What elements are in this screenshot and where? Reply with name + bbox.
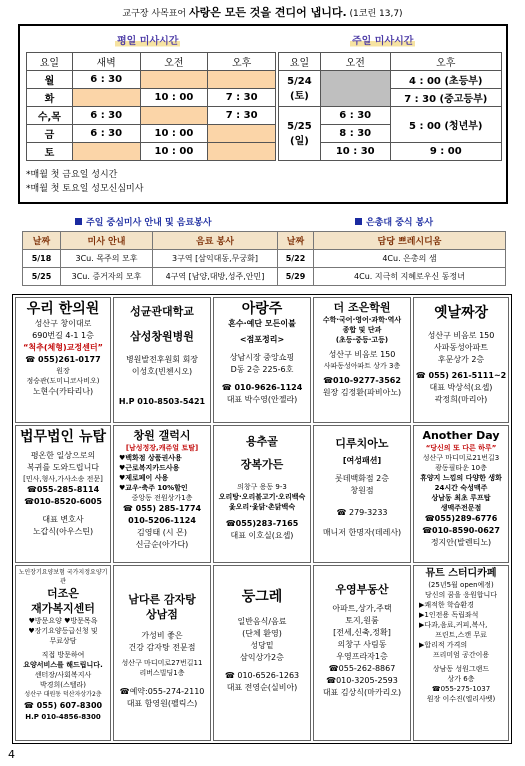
col-header: 오후 bbox=[390, 53, 501, 71]
time-cell bbox=[72, 89, 140, 107]
table-row: 5/18 3Cu. 목주의 모후 3구역 [삼익대동,무궁화] 5/22 4Cu. 은총의 샘 bbox=[23, 250, 506, 268]
time-cell: 10 : 00 bbox=[140, 143, 208, 161]
time-cell: 10 : 30 bbox=[320, 143, 390, 161]
mass-schedule-box bbox=[18, 24, 508, 204]
col-header: 오후 bbox=[208, 53, 276, 71]
time-cell: 6 : 30 bbox=[72, 71, 140, 89]
phone-icon: ☎ bbox=[225, 519, 236, 528]
ad-woori-clinic: 우리 한의원 성산구 창이대로 690번길 4-1 1층 “척추(체형)교정센터” ☎ 055)261-0177 원장 정승관(도미니코사비오) 노현수(카타리나) bbox=[15, 297, 111, 423]
phone-icon: ☎ bbox=[336, 508, 349, 517]
time-cell: 6 : 30 bbox=[72, 107, 140, 125]
ad-deojoeun-welfare: 노인장기요양보험 국가지정요양기관 더조은 재가복지센터 ♥방문요양 ♥방문목욕 ♥장기요양등급신청 및 무료상담 직접 방문하여 요양서비스를 해드립니다. 센터장/사회복지사 박경희(스텔라) 성산구 대원동 덕산자상가2층 ☎ 055) 607-8300 H.P 010-4856-8300 bbox=[15, 565, 111, 741]
phone-icon: ☎ bbox=[25, 355, 39, 364]
col-header: 오전 bbox=[320, 53, 390, 71]
day-cell: 수,목 bbox=[27, 107, 73, 125]
square-bullet-icon bbox=[355, 218, 362, 225]
col-header: 담당 쁘레시디움 bbox=[314, 232, 506, 250]
time-cell bbox=[208, 143, 276, 161]
phone-icon: ☎ bbox=[224, 671, 238, 680]
time-cell: 5 : 00 (청년부) bbox=[390, 107, 501, 143]
sat-am-cell bbox=[320, 71, 390, 107]
ad-old-jjajang: 옛날짜장 성산구 비음로 150 사파동성아파트 후문상가 2층 ☎ 055) 261-5111~2 대표 박상석(요셉) 곽정희(마리아) bbox=[413, 297, 509, 423]
phone-icon: ☎ bbox=[326, 676, 337, 685]
col-header: 요일 bbox=[279, 53, 321, 71]
page-header bbox=[0, 4, 525, 20]
col-header: 날짜 bbox=[278, 232, 314, 250]
time-cell bbox=[208, 125, 276, 143]
phone-icon: ☎ bbox=[119, 687, 130, 696]
day-cell: 토 bbox=[27, 143, 73, 161]
day-cell: 화 bbox=[27, 89, 73, 107]
phone-icon: ☎ bbox=[323, 376, 334, 385]
time-cell: 9 : 00 bbox=[390, 143, 501, 161]
time-cell: 10 : 00 bbox=[140, 89, 208, 107]
sunday-table bbox=[278, 52, 502, 161]
day-cell: 금 bbox=[27, 125, 73, 143]
mass-notes bbox=[26, 168, 143, 196]
time-cell: 8 : 30 bbox=[320, 125, 390, 143]
note-line: *매월 첫 금요일 성시간 bbox=[26, 170, 118, 180]
phone-icon: ☎ bbox=[26, 485, 37, 494]
ad-arangju: 아랑주 혼수·예단 모든이불 <점포정리> 상남시장 중앙쇼핑 D동 2층 225-6호 ☎ 010-9626-1124 대표 박수영(안젤라) bbox=[213, 297, 311, 423]
time-cell: 7 : 30 bbox=[208, 89, 276, 107]
time-cell: 7 : 30 bbox=[208, 107, 276, 125]
col-header: 요일 bbox=[27, 53, 73, 71]
col-header: 새벽 bbox=[72, 53, 140, 71]
phone-icon: ☎ bbox=[24, 497, 35, 506]
sat-date-cell: 5/24 (토) bbox=[279, 71, 321, 107]
sunday-title: 주일 미사시간 bbox=[352, 36, 414, 47]
time-cell bbox=[208, 71, 276, 89]
phone-icon: ☎ bbox=[431, 685, 441, 693]
col-header: 날짜 bbox=[23, 232, 61, 250]
ad-deojoeun-academy: 더 조은학원 수학·국어·영어·과학·역사 종합 및 단과 (초등·중등·고등) 성산구 비음로 150 사파동성아파트 상가 3층 ☎010-9277-3562 원장 김정환(파비아노) bbox=[313, 297, 411, 423]
note-line: *매월 첫 토요일 성모신심미사 bbox=[26, 184, 144, 194]
ad-newtop-lawfirm: 법무법인 뉴탑 평온한 일상으로의 복귀를 도와드립니다 [민사,형사,가사소송 전문] ☎055-285-8114 ☎010-8520-6005 대표 변호사 노갑식(아우스틴) bbox=[15, 425, 111, 563]
service-table bbox=[22, 231, 506, 286]
phone-text: ☎ 055)261-0177 bbox=[25, 355, 101, 364]
motto-ref: (1코린 13,7) bbox=[349, 9, 403, 19]
time-cell: 7 : 30 (중고등부) bbox=[390, 89, 501, 107]
weekday-title: 평일 미사시간 bbox=[117, 36, 179, 47]
ad-wooyoung-realty: 우영부동산 아파트,상가,주택 토지,원룸 [전세,신축,정확] 의창구 사림동 우영프라자1층 ☎055-262-8867 ☎010-3205-2593 대표 김상식(마카리오) bbox=[313, 565, 411, 741]
time-cell bbox=[72, 143, 140, 161]
page-number: 4 bbox=[8, 748, 15, 761]
ads-grid bbox=[12, 294, 512, 744]
col-header: 미사 안내 bbox=[61, 232, 153, 250]
phone-icon: ☎ bbox=[23, 701, 37, 710]
lunch-section-title: 은총대 중식 봉사 bbox=[355, 215, 433, 228]
phone-icon: ☎ bbox=[328, 664, 339, 673]
square-bullet-icon bbox=[75, 218, 82, 225]
time-cell: 6 : 30 bbox=[320, 107, 390, 125]
motto-label: 교구장 사목표어 bbox=[122, 9, 187, 19]
ad-jangbok-garden: 용추골 장복가든 의창구 용동 9-3 오리탕·오리불고기·오리백숙 옻오리·옻닭·촌닭백숙 ☎055)283-7165 대표 이호실(요셉) bbox=[213, 425, 311, 563]
motto: 사랑은 모든 것을 견디어 냅니다. bbox=[189, 6, 347, 19]
phone-icon: ☎ bbox=[422, 526, 433, 535]
time-cell: 10 : 00 bbox=[140, 125, 208, 143]
time-cell bbox=[140, 107, 208, 125]
ad-mute-studycafe: 뮤트 스터디카페 (25년5월 open예정) 당신의 꿈을 응원합니다 ▶쾌적한 학습환경 ▶1인전용 독립좌석 ▶다과,음료,커피,복사, 프린트,스캔 무료 ▶합리적 가격의 프리미엄 공간이용 상남동 성원그랜드 상가 6층 ☎055-275-1037 원장 이수진(엘리사벳) bbox=[413, 565, 509, 741]
phone-icon: ☎ bbox=[221, 383, 235, 392]
ad-samsung-hospital: 성균관대학교 삼성창원병원 병원발전후원회 회장 이성호(빈첸시오) H.P 010-8503-5421 bbox=[113, 297, 211, 423]
col-header: 음료 봉사 bbox=[153, 232, 278, 250]
weekday-table bbox=[26, 52, 276, 161]
ad-diluciano: 디루치아노 [여성패션] 롯데백화점 2층 창원점 ☎ 279-3233 매니저 한명자(데레사) bbox=[313, 425, 411, 563]
phone-icon: ☎ bbox=[415, 371, 429, 380]
sun-date-cell: 5/25 (일) bbox=[279, 107, 321, 161]
day-cell: 월 bbox=[27, 71, 73, 89]
time-cell: 6 : 30 bbox=[72, 125, 140, 143]
time-cell: 4 : 00 (초등부) bbox=[390, 71, 501, 89]
ad-gamjatang: 남다른 감자탕 상남점 가성비 좋은 건강 감자탕 전문점 성산구 마디미로27번길11 리버스빌딩1층 ☎예약:055-274-2110 대표 함영원(펠릭스) bbox=[113, 565, 211, 741]
ad-changwon-galaxy: 창원 갤럭시 [남성정장,캐쥬얼 토탈] ♥백화점 상품권사용 ♥근로복지카드사용 ♥제로페이 사용 ♥교우·축주 10%할인 중앙동 전원상가1층 ☎ 055) 285-1774 010-5206-1124 김영태 (시 몬) 신금순(아가다) bbox=[113, 425, 211, 563]
phone-icon: ☎ bbox=[122, 504, 136, 513]
ad-dunggeure: 둥그레 일반음식/음료 (단체 환영) 성당밑 삼익상가2층 ☎ 010-6526-1263 대표 전영순(실비아) bbox=[213, 565, 311, 741]
time-cell bbox=[140, 71, 208, 89]
phone-icon: ☎ bbox=[424, 514, 435, 523]
ad-another-day: Another Day “당신의 또 다른 하루” 성산구 마디미로21번길3 광동필타운 10층 휴양지 느낌의 다양한 생화 24시간 숙성맥주 상남동 최초 루프탑 생맥주전문점 ☎055)289-6776 ☎010-8590-0627 정지안(발렌티노) bbox=[413, 425, 509, 563]
col-header: 오전 bbox=[140, 53, 208, 71]
service-section-title: 주일 중심미사 안내 및 음료봉사 bbox=[75, 215, 212, 228]
table-row: 5/25 3Cu. 증거자의 모후 4구역 [남양,대방,성주,안민] 5/29 4Cu. 지극히 지혜로우신 동정녀 bbox=[23, 268, 506, 286]
